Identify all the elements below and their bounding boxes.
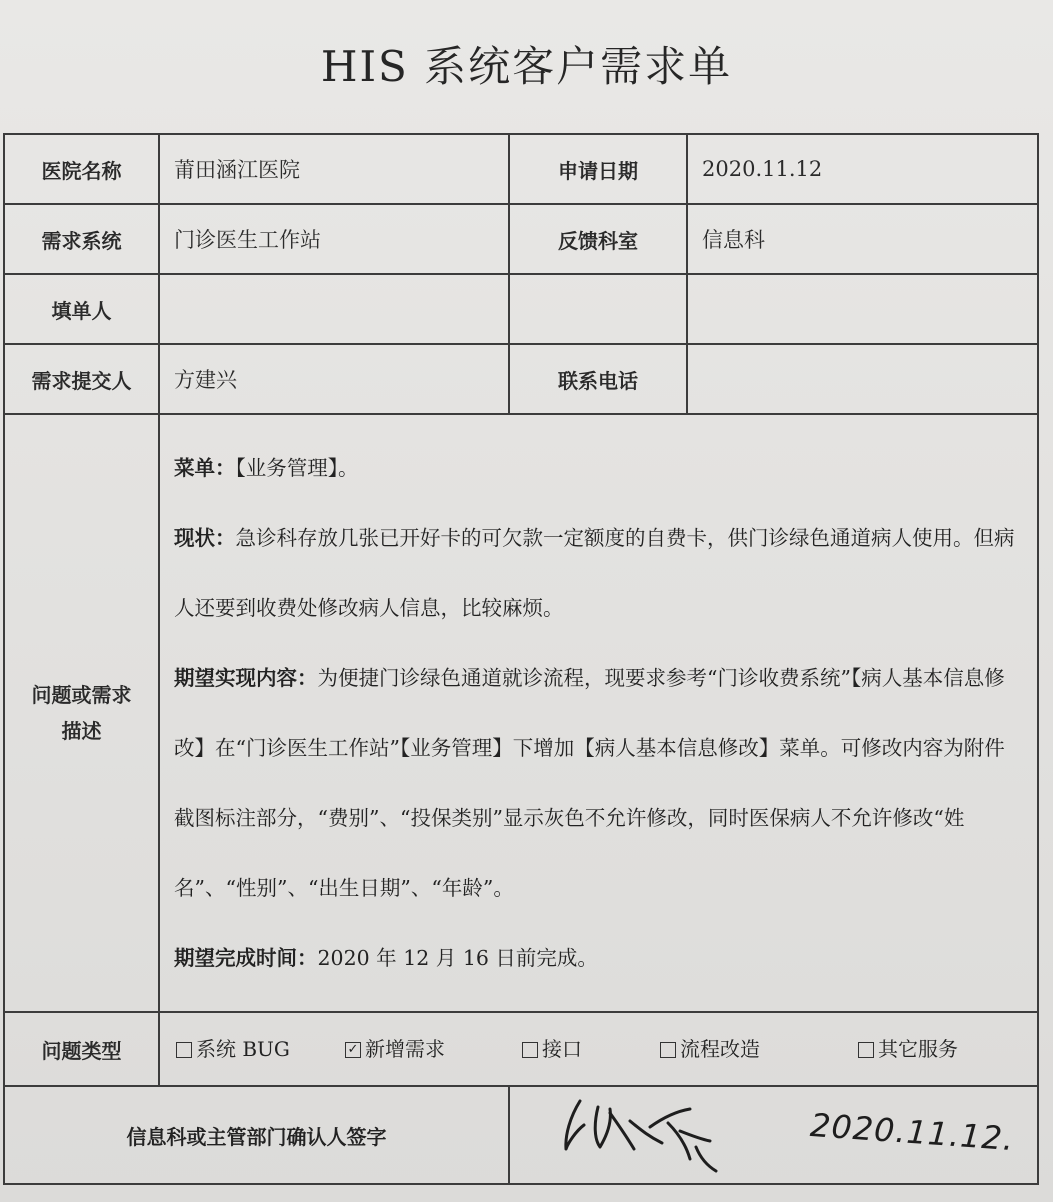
status-paragraph [174,503,1021,643]
type-option-label: 新增需求 [365,1037,445,1061]
checkbox-icon [176,1042,192,1058]
hospital-label: 医院名称 [4,134,159,204]
system-value: 门诊医生工作站 [159,204,509,274]
type-options [159,1012,1038,1086]
menu-line [174,433,1021,503]
type-option-label: 系统 BUG [196,1037,290,1061]
type-option-label: 接口 [542,1037,582,1061]
phone-value [687,344,1038,414]
checkbox-icon [660,1042,676,1058]
description-body [159,414,1038,1012]
type-option-new[interactable] [345,1013,445,1085]
signature-cell [509,1086,1038,1184]
deadline-text: 2020 年 12 月 16 日前完成。 [317,946,598,970]
menu-value: 【业务管理】。 [235,456,359,480]
desc-label-line1: 问题或需求 [31,683,132,707]
type-option-process[interactable] [660,1013,760,1085]
filler-extra-2 [687,274,1038,344]
checked-box-icon: ✓ [345,1042,361,1058]
phone-label: 联系电话 [509,344,687,414]
date-label: 申请日期 [509,134,687,204]
type-option-label: 流程改造 [680,1037,760,1061]
submitter-value: 方建兴 [159,344,509,414]
filler-value [159,274,509,344]
checkbox-icon [522,1042,538,1058]
menu-label: 菜单： [174,456,236,480]
expect-paragraph [174,643,1021,923]
signature-date: 2020.11.12. [808,1105,1016,1159]
desc-label-line2: 描述 [61,719,102,743]
confirm-label: 信息科或主管部门确认人签字 [4,1086,509,1184]
checkbox-icon [858,1042,874,1058]
filler-extra-1 [509,274,687,344]
system-label: 需求系统 [4,204,159,274]
deadline-paragraph [174,923,1021,993]
filler-label: 填单人 [4,274,159,344]
expect-text: 为便捷门诊绿色通道就诊流程，现要求参考“门诊收费系统”【病人基本信息修改】在“门诊医生工作站”【业务管理】下增加【病人基本信息修改】菜单。可修改内容为附件截图标注部分，“费别”、“投保类别”显示灰色不允许修改，同时医保病人不允许修改“姓名”、“性别”、“出生日期”、“年龄”。 [174,666,1005,900]
dept-label: 反馈科室 [509,204,687,274]
expect-label: 期望实现内容： [174,666,318,690]
date-value: 2020.11.12 [687,134,1038,204]
status-label: 现状： [174,526,236,550]
submitter-label: 需求提交人 [4,344,159,414]
type-option-bug[interactable] [176,1013,290,1085]
document-title: HIS 系统客户需求单 [320,42,733,91]
type-option-other[interactable] [858,1013,958,1085]
hospital-value: 莆田涵江医院 [159,134,509,204]
type-option-label: 其它服务 [878,1037,958,1061]
status-text: 急诊科存放几张已开好卡的可欠款一定额度的自费卡，供门诊绿色通道病人使用。但病人还要到收费处修改病人信息，比较麻烦。 [174,526,1015,620]
type-label: 问题类型 [4,1012,159,1086]
dept-value: 信息科 [687,204,1038,274]
deadline-label: 期望完成时间： [174,946,318,970]
desc-label [4,414,159,1012]
request-form-table [3,133,1039,1185]
type-option-interface[interactable] [522,1013,582,1085]
